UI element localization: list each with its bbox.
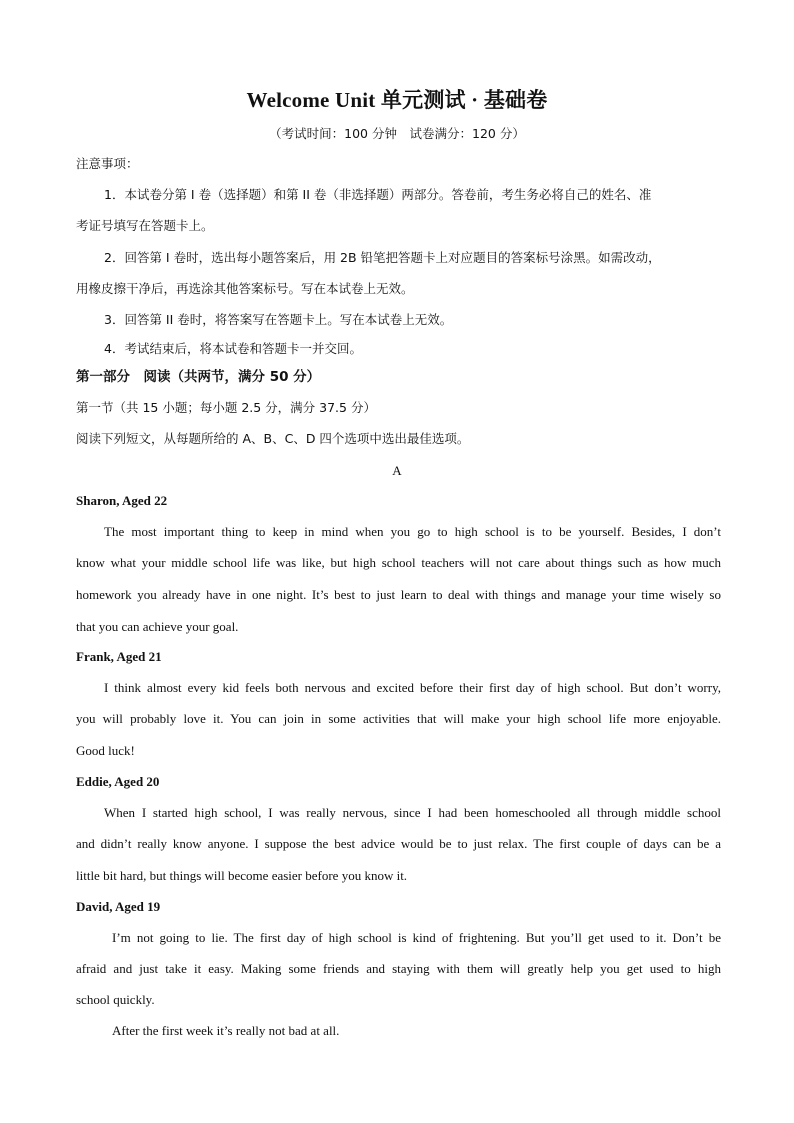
passage-line: I think almost every kid feels both nervous and excited before their first day of high school. But don’t worry, bbox=[104, 680, 721, 695]
passage-line: The most important thing to keep in mind when you go to high school is to be yourself. Besides, I don’t bbox=[104, 524, 721, 539]
passage-line: Good luck! bbox=[76, 743, 135, 758]
notice-line: 3．回答第 II 卷时，将答案写在答题卡上。写在本试卷上无效。 bbox=[104, 312, 453, 327]
passage-line: you will probably love it. You can join in some activities that will make your high school life more enjoyable. bbox=[76, 711, 721, 726]
passage-line: afraid and just take it easy. Making some friends and staying with them will greatly help you get used to high bbox=[76, 961, 721, 976]
page-title: Welcome Unit 单元测试 · 基础卷 bbox=[246, 88, 548, 112]
passage-label: A bbox=[392, 463, 402, 478]
passage-line: that you can achieve your goal. bbox=[76, 619, 239, 634]
speaker-name: Frank, Aged 21 bbox=[76, 649, 162, 664]
notice-line: 用橡皮擦干净后，再选涂其他答案标号。写在本试卷上无效。 bbox=[76, 281, 414, 296]
instruction: 阅读下列短文，从每题所给的 A、B、C、D 四个选项中选出最佳选项。 bbox=[76, 431, 470, 446]
passage-line: know what your middle school life was like, but high school teachers will not care about things such as how much bbox=[76, 555, 721, 570]
passage-line: When I started high school, I was really nervous, since I had been homeschooled all through middle school bbox=[104, 805, 721, 820]
part-heading: 第一部分 阅读（共两节，满分 50 分） bbox=[76, 369, 321, 385]
notice-line: 2．回答第 I 卷时，选出每小题答案后，用 2B 铅笔把答题卡上对应题目的答案标号涂黑。如需改动， bbox=[104, 250, 661, 265]
exam-info: （考试时间：100 分钟 试卷满分：120 分） bbox=[269, 126, 525, 141]
section-heading: 第一节（共 15 小题；每小题 2.5 分，满分 37.5 分） bbox=[76, 400, 376, 415]
speaker-name: David, Aged 19 bbox=[76, 899, 161, 914]
notice-line: 考证号填写在答题卡上。 bbox=[76, 218, 214, 233]
speaker-name: Eddie, Aged 20 bbox=[76, 774, 160, 789]
speaker-name: Sharon, Aged 22 bbox=[76, 493, 168, 508]
notice-line: 1．本试卷分第 I 卷（选择题）和第 II 卷（非选择题）两部分。答卷前，考生务必将自己的姓名、准 bbox=[104, 187, 652, 202]
passage-line: After the first week it’s really not bad at all. bbox=[112, 1023, 340, 1038]
notice-heading: 注意事项： bbox=[76, 156, 139, 171]
passage-line: homework you already have in one night. It’s best to just learn to deal with things and manage your time wisely so bbox=[76, 587, 721, 602]
passage-line: school quickly. bbox=[76, 992, 155, 1007]
passage-line: little bit hard, but things will become easier before you know it. bbox=[76, 868, 408, 883]
passage-line: and didn’t really know anyone. I suppose the best advice would be to just relax. The first couple of days can be a bbox=[76, 836, 721, 851]
passage-line: I’m not going to lie. The first day of high school is kind of frightening. But you’ll get used to it. Don’t be bbox=[112, 930, 721, 945]
notice-line: 4．考试结束后，将本试卷和答题卡一并交回。 bbox=[104, 341, 362, 356]
